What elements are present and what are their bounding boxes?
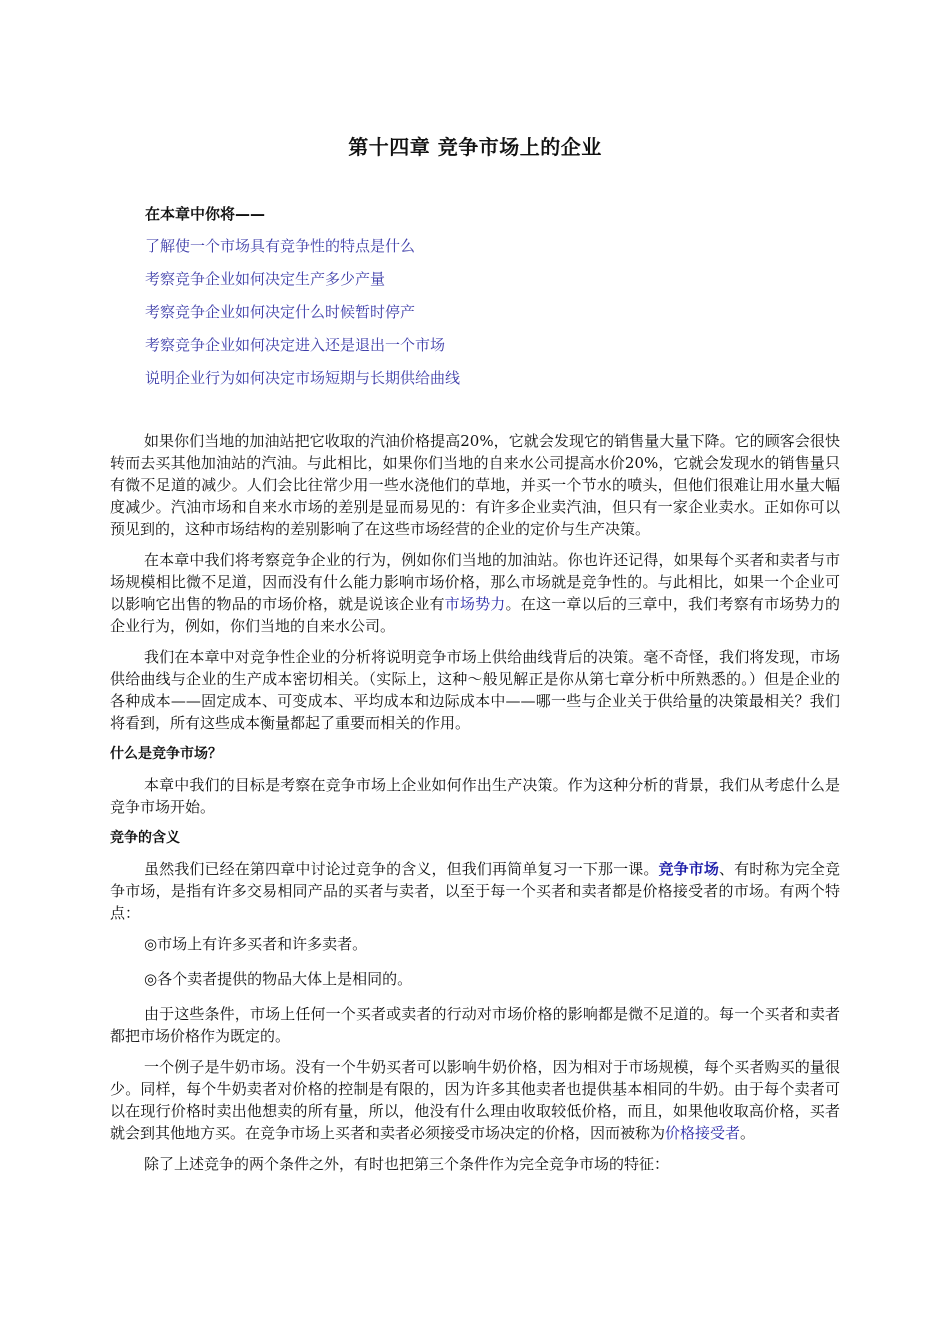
paragraph: 由于这些条件，市场上任何一个买者或卖者的行动对市场价格的影响都是微不足道的。每一个买者和卖者都把市场价格作为既定的。 [110,1005,840,1045]
objectives-list [145,235,845,389]
paragraph: 我们在本章中对竞争性企业的分析将说明竞争市场上供给曲线背后的决策。毫不奇怪，我们将发现，市场供给曲线与企业的生产成本密切相关。（实际上，这种～般见解正是你从第七章分析中所熟悉的。）但是企业的各种成本——固定成本、可变成本、平均成本和边际成本中——哪一些与企业关于供给量的决策最相关？我们将看到，所有这些成本衡量都起了重要而相关的作用。 [110,648,840,732]
paragraph-text: 在本章中我们将考察竞争企业的行为，例如你们当地的加油站。你也许还记得，如果每个买者和卖者与市场规模相比微不足道，因而没有什么能力影响市场价格，那么市场就是竞争性的。与此相比，如果一个企业可以影响它出售的物品的市场价格，就是说该企业有 [110,551,840,613]
bullet-item: ◎市场上有许多买者和许多卖者。 [144,935,368,953]
paragraph-text: 。 [740,1124,756,1142]
paragraph: 除了上述竞争的两个条件之外，有时也把第三个条件作为完全竞争市场的特征： [144,1155,670,1173]
term-price-taker: 价格接受者 [665,1124,741,1142]
paragraph [110,549,840,637]
subsection-heading: 竞争的含义 [110,830,180,846]
objective-item: 了解使一个市场具有竞争性的特点是什么 [145,237,416,255]
objective-item: 考察竞争企业如何决定什么时候暂时停产 [145,303,416,321]
paragraph [110,1056,840,1144]
objective-item: 说明企业行为如何决定市场短期与长期供给曲线 [145,369,461,387]
paragraph-text: 。在这一章以后的三章中，我们考察有市场势力的企业行为，例如，你们当地的自来水公司。 [110,595,840,635]
paragraph-text: 、有时称为完全竞争市场，是指有许多交易相同产品的买者与卖者，以至于每一个买者和卖者都是价格接受者的市场。有两个特点： [110,860,840,922]
paragraph: 如果你们当地的加油站把它收取的汽油价格提高20%，它就会发现它的销售量大量下降。它的顾客会很快转而去买其他加油站的汽油。与此相比，如果你们当地的自来水公司提高水价20%，它就会发现水的销售量只有微不足道的减少。人们会比往常少用一些水浇他们的草地，并买一个节水的喷头，但他们很难让用水量大幅度减少。汽油市场和自来水市场的差别是显而易见的：有许多企业卖汽油，但只有一家企业卖水。正如你可以预见到的，这种市场结构的差别影响了在这些市场经营的企业的定价与生产决策。 [110,432,840,538]
term-market-power: 市场势力 [444,595,506,613]
paragraph [110,858,840,924]
chapter-objectives [145,203,845,400]
paragraph-text: 虽然我们已经在第四章中讨论过竞争的含义，但我们再简单复习一下那一课。 [144,860,659,878]
section-heading: 什么是竞争市场？ [110,746,222,762]
objective-item: 考察竞争企业如何决定进入还是退出一个市场 [145,336,446,354]
body-text [110,430,840,1184]
bullet-item: ◎各个卖者提供的物品大体上是相同的。 [144,970,413,988]
objective-item: 考察竞争企业如何决定生产多少产量 [145,270,386,288]
term-competitive-market: 竞争市场 [658,860,720,878]
paragraph-text: 一个例子是牛奶市场。没有一个牛奶买者可以影响牛奶价格，因为相对于市场规模，每个买者购买的量很少。同样，每个牛奶卖者对价格的控制是有限的，因为许多其他卖者也提供基本相同的牛奶。由于每个卖者可以在现行价格时卖出他想卖的所有量，所以，他没有什么理由收取较低价格，而且，如果他收取高价格，买者就会到其他地方买。在竞争市场上买者和卖者必须接受市场决定的价格，因而被称为 [110,1058,840,1142]
paragraph: 本章中我们的目标是考察在竞争市场上企业如何作出生产决策。作为这种分析的背景，我们从考虑什么是竞争市场开始。 [110,776,840,816]
chapter-title: 第十四章 竞争市场上的企业 [348,135,602,159]
objectives-heading: 在本章中你将—— [145,205,266,223]
